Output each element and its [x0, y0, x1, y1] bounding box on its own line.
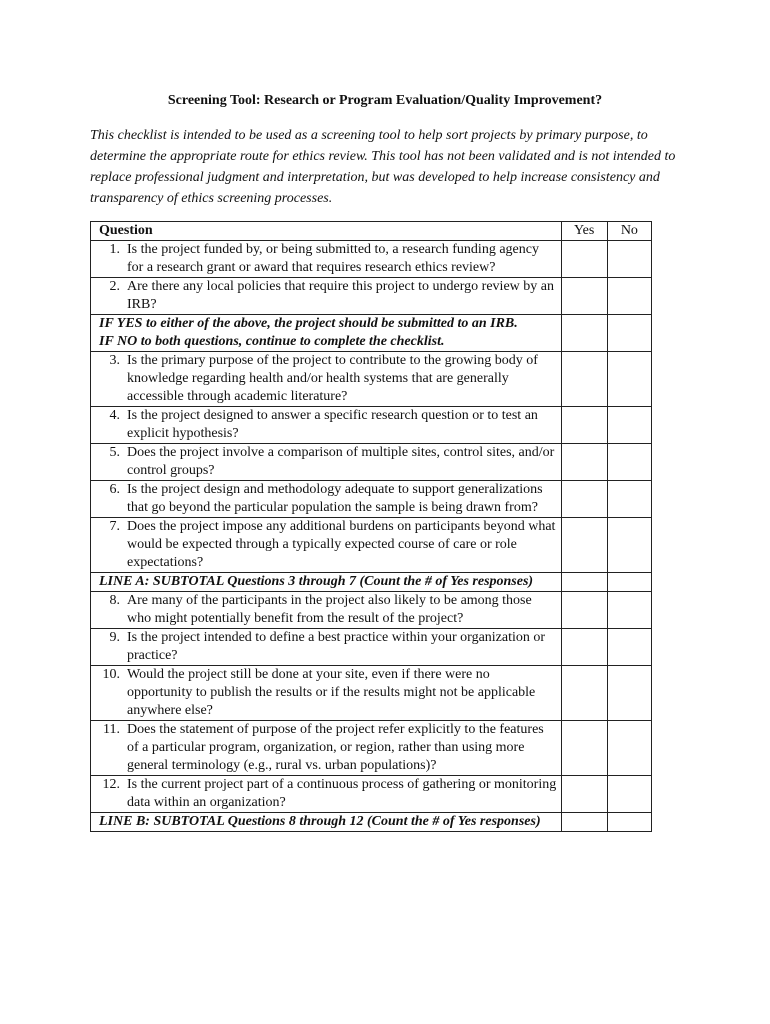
intro-paragraph: This checklist is intended to be used as a screening tool to help sort projects by primary purpose, to determine the appropriate route for ethics review. This tool has not been validated and is not intended to replace professional judgment and interpretation, but was developed to help increase consistency and transparency of ethics screening processes.: [90, 128, 676, 206]
question-number: 7.: [109, 519, 120, 534]
question-text: Is the primary purpose of the project to contribute to the growing body of knowledge regarding health and/or health systems that are generally accessible through academic literature?: [127, 353, 538, 404]
question-number: 1.: [109, 242, 120, 257]
question-text: Does the statement of purpose of the project refer explicitly to the features of a particular program, organization, or region, rather than using more general terminology (e.g., rural vs. urban populations)?: [127, 722, 544, 773]
no-cell[interactable]: [607, 592, 651, 629]
no-cell[interactable]: [607, 629, 651, 666]
yes-cell[interactable]: [561, 666, 607, 721]
table-row: [91, 629, 652, 666]
no-cell[interactable]: [607, 407, 651, 444]
instruction-if-no: IF NO to both questions, continue to complete the checklist.: [99, 334, 445, 349]
table-row: [91, 444, 652, 481]
question-number: 6.: [109, 482, 120, 497]
question-number: 5.: [109, 445, 120, 460]
question-number: 10.: [102, 667, 120, 682]
no-cell[interactable]: [607, 721, 651, 776]
question-text: Would the project still be done at your site, even if there were no opportunity to publish the results or if the results might not be applicable anywhere else?: [127, 667, 536, 718]
question-number: 9.: [109, 630, 120, 645]
yes-cell[interactable]: [561, 629, 607, 666]
no-cell[interactable]: [607, 518, 651, 573]
no-cell[interactable]: [607, 573, 651, 592]
table-row: [91, 592, 652, 629]
question-text: Is the project intended to define a best practice within your organization or practice?: [127, 630, 546, 663]
line-b-label: LINE B: SUBTOTAL Questions 8 through 12 (Count the # of Yes responses): [91, 813, 562, 832]
yes-cell[interactable]: [561, 481, 607, 518]
table-row: [91, 776, 652, 813]
question-text: Is the project design and methodology adequate to support generalizations that go beyond the particular population the sample is being drawn from?: [127, 482, 543, 515]
yes-cell[interactable]: [561, 241, 607, 278]
table-row: [91, 241, 652, 278]
question-number: 8.: [109, 593, 120, 608]
no-cell[interactable]: [607, 444, 651, 481]
no-cell: [607, 315, 651, 352]
no-column-header: No: [607, 222, 651, 241]
subtotal-row-a: [91, 573, 652, 592]
question-number: 2.: [109, 279, 120, 294]
yes-cell[interactable]: [561, 721, 607, 776]
question-column-header: Question: [91, 222, 562, 241]
yes-column-header: Yes: [561, 222, 607, 241]
question-text: Does the project involve a comparison of multiple sites, control sites, and/or control groups?: [127, 445, 555, 478]
yes-cell[interactable]: [561, 592, 607, 629]
no-cell[interactable]: [607, 241, 651, 278]
instruction-if-yes: IF YES to either of the above, the project should be submitted to an IRB.: [99, 316, 518, 331]
yes-cell: [561, 315, 607, 352]
no-cell[interactable]: [607, 352, 651, 407]
yes-cell[interactable]: [561, 776, 607, 813]
yes-cell[interactable]: [561, 573, 607, 592]
no-cell[interactable]: [607, 666, 651, 721]
table-row: [91, 481, 652, 518]
line-a-label: LINE A: SUBTOTAL Questions 3 through 7 (Count the # of Yes responses): [91, 573, 562, 592]
document-title: Screening Tool: Research or Program Evaluation/Quality Improvement?: [167, 93, 603, 108]
yes-cell[interactable]: [561, 352, 607, 407]
instruction-row: [91, 315, 652, 352]
question-number: 11.: [103, 722, 120, 737]
question-number: 4.: [109, 408, 120, 423]
yes-cell[interactable]: [561, 518, 607, 573]
table-row: [91, 518, 652, 573]
question-text: Is the project designed to answer a specific research question or to test an explicit hypothesis?: [127, 408, 538, 441]
table-row: [91, 278, 652, 315]
checklist-table: [90, 221, 652, 832]
no-cell[interactable]: [607, 278, 651, 315]
question-number: 12.: [102, 777, 120, 792]
no-cell[interactable]: [607, 481, 651, 518]
question-text: Is the current project part of a continuous process of gathering or monitoring data within an organization?: [127, 777, 557, 810]
yes-cell[interactable]: [561, 407, 607, 444]
no-cell[interactable]: [607, 813, 651, 832]
yes-cell[interactable]: [561, 813, 607, 832]
table-row: [91, 352, 652, 407]
question-text: Is the project funded by, or being submitted to, a research funding agency for a research grant or award that requires research ethics review?: [127, 242, 539, 275]
question-number: 3.: [109, 353, 120, 368]
question-text: Does the project impose any additional burdens on participants beyond what would be expected through a typically expected course of care or role expectations?: [127, 519, 556, 570]
table-row: [91, 721, 652, 776]
table-row: [91, 666, 652, 721]
table-header-row: [91, 222, 652, 241]
no-cell[interactable]: [607, 776, 651, 813]
yes-cell[interactable]: [561, 278, 607, 315]
subtotal-row-b: [91, 813, 652, 832]
table-row: [91, 407, 652, 444]
yes-cell[interactable]: [561, 444, 607, 481]
question-text: Are there any local policies that require this project to undergo review by an IRB?: [127, 279, 554, 312]
question-text: Are many of the participants in the project also likely to be among those who might potentially benefit from the result of the project?: [127, 593, 532, 626]
